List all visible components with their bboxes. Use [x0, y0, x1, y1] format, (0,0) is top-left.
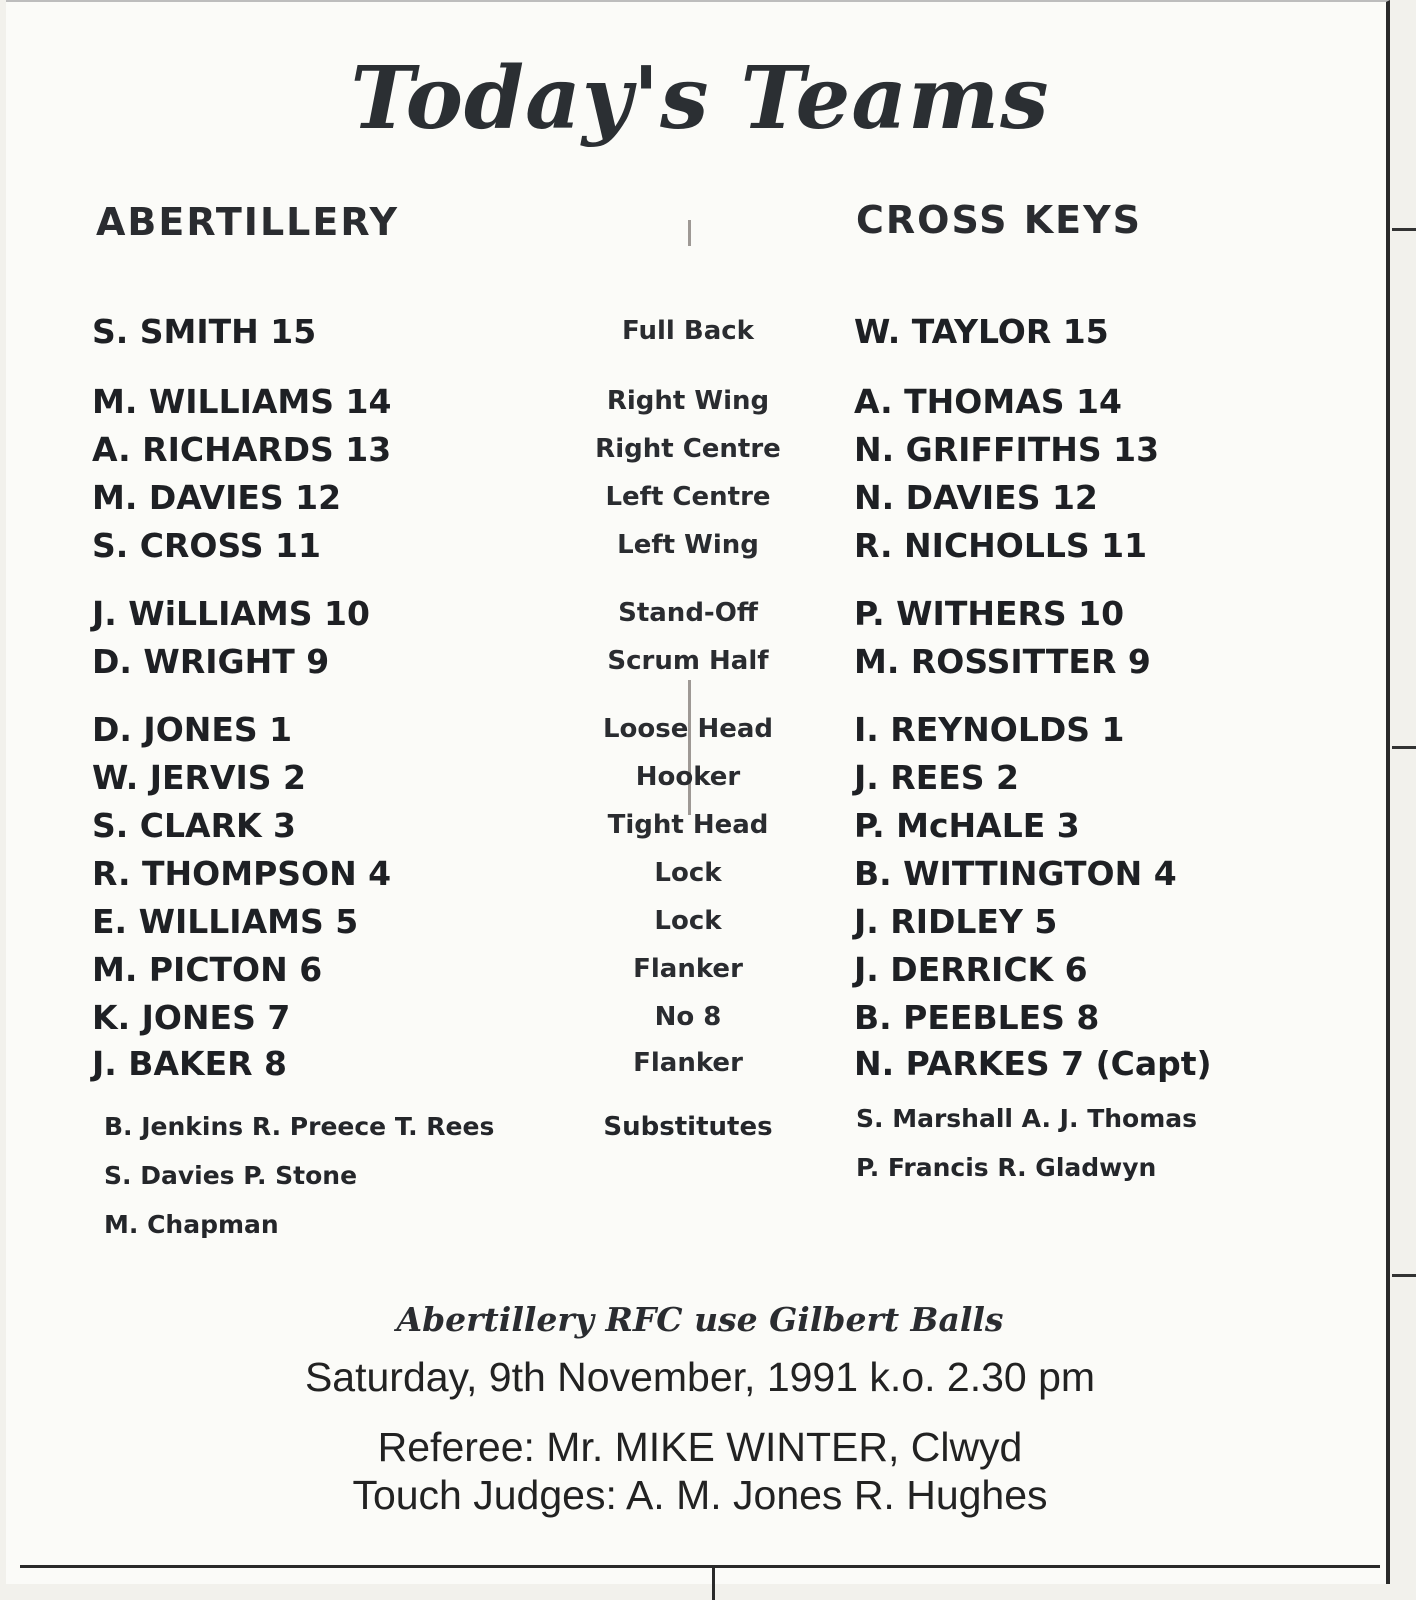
- position-label: Stand-Off: [618, 598, 758, 628]
- home-player: M. DAVIES 12: [92, 478, 342, 517]
- lineup-row: [0, 854, 1380, 900]
- position-label: No 8: [654, 1002, 722, 1032]
- substitute-line: M. Chapman: [104, 1210, 279, 1239]
- lineup-row: [0, 382, 1380, 428]
- match-date: Saturday, 9th November, 1991 k.o. 2.30 pm: [304, 1354, 1096, 1400]
- away-substitutes: [856, 1104, 1197, 1202]
- away-player: N. PARKES 7 (Capt): [854, 1044, 1212, 1083]
- away-player: N. GRIFFITHS 13: [854, 430, 1160, 469]
- substitute-line: S. Davies P. Stone: [104, 1161, 358, 1190]
- away-player: I. REYNOLDS 1: [854, 710, 1125, 749]
- home-player: A. RICHARDS 13: [92, 430, 392, 469]
- position-label: Hooker: [635, 762, 741, 792]
- substitute-line: B. Jenkins R. Preece T. Rees: [104, 1112, 495, 1141]
- position-label: Lock: [654, 906, 722, 936]
- bottom-divider: [712, 1565, 715, 1600]
- lineup-row: [0, 806, 1380, 852]
- home-player: K. JONES 7: [92, 998, 291, 1037]
- page-title: Today's Teams: [350, 48, 1050, 149]
- fold-crease: [688, 220, 691, 246]
- position-label: Right Wing: [606, 386, 770, 416]
- position-label: Flanker: [633, 1048, 743, 1078]
- position-label: Right Centre: [595, 434, 781, 464]
- lineup-row: [0, 430, 1380, 476]
- home-player: J. BAKER 8: [92, 1044, 287, 1083]
- home-player: J. WiLLIAMS 10: [92, 594, 370, 633]
- away-team-heading: CROSS KEYS: [856, 198, 1142, 242]
- position-label: Tight Head: [607, 810, 769, 840]
- position-label: Lock: [654, 858, 722, 888]
- home-player: D. WRIGHT 9: [92, 642, 330, 681]
- home-player: W. JERVIS 2: [92, 758, 307, 797]
- position-label: Loose Head: [602, 714, 773, 744]
- home-player: D. JONES 1: [92, 710, 293, 749]
- away-player: A. THOMAS 14: [854, 382, 1122, 421]
- away-player: R. NICHOLLS 11: [854, 526, 1148, 565]
- lineup-row: [0, 902, 1380, 948]
- away-player: M. ROSSITTER 9: [854, 642, 1151, 681]
- position-label: Left Centre: [605, 482, 771, 512]
- position-label: Full Back: [622, 316, 754, 346]
- home-player: E. WILLIAMS 5: [92, 902, 359, 941]
- touch-judges-line: Touch Judges: A. M. Jones R. Hughes: [352, 1472, 1048, 1518]
- home-player: S. CROSS 11: [92, 526, 321, 565]
- referee-line: Referee: Mr. MIKE WINTER, Clwyd: [377, 1424, 1023, 1470]
- lineup-row: [0, 950, 1380, 996]
- lineup-row: [0, 710, 1380, 756]
- lineup-row: [0, 642, 1380, 688]
- position-label: Flanker: [633, 954, 743, 984]
- sponsor-line: Abertillery RFC use Gilbert Balls: [396, 1300, 1004, 1339]
- position-label: Left Wing: [617, 530, 759, 560]
- home-substitutes: [104, 1112, 494, 1259]
- away-player: W. TAYLOR 15: [854, 312, 1109, 351]
- edge-mark: [1392, 1274, 1416, 1277]
- home-team-heading: ABERTILLERY: [96, 200, 400, 244]
- lineup-row: [0, 758, 1380, 804]
- home-player: M. PICTON 6: [92, 950, 323, 989]
- away-player: B. WITTINGTON 4: [854, 854, 1177, 893]
- home-player: M. WILLIAMS 14: [92, 382, 392, 421]
- lineup-row: [0, 998, 1380, 1044]
- away-player: J. RIDLEY 5: [854, 902, 1058, 941]
- lineup-row: [0, 594, 1380, 640]
- away-player: P. McHALE 3: [854, 806, 1080, 845]
- edge-mark: [1392, 228, 1416, 231]
- away-player: J. REES 2: [854, 758, 1020, 797]
- bottom-rule: [20, 1565, 1380, 1568]
- away-player: B. PEEBLES 8: [854, 998, 1100, 1037]
- away-player: P. WITHERS 10: [854, 594, 1125, 633]
- edge-mark: [1392, 746, 1416, 749]
- home-player: R. THOMPSON 4: [92, 854, 392, 893]
- lineup-row: [0, 312, 1380, 358]
- substitute-line: P. Francis R. Gladwyn: [856, 1153, 1157, 1182]
- position-label: Scrum Half: [607, 646, 769, 676]
- home-player: S. CLARK 3: [92, 806, 297, 845]
- lineup-row: [0, 478, 1380, 524]
- substitutes-label: Substitutes: [603, 1112, 773, 1142]
- lineup-row: [0, 1044, 1380, 1090]
- lineup-row: [0, 526, 1380, 572]
- substitute-line: S. Marshall A. J. Thomas: [856, 1104, 1198, 1133]
- away-player: J. DERRICK 6: [854, 950, 1088, 989]
- home-player: S. SMITH 15: [92, 312, 317, 351]
- away-player: N. DAVIES 12: [854, 478, 1098, 517]
